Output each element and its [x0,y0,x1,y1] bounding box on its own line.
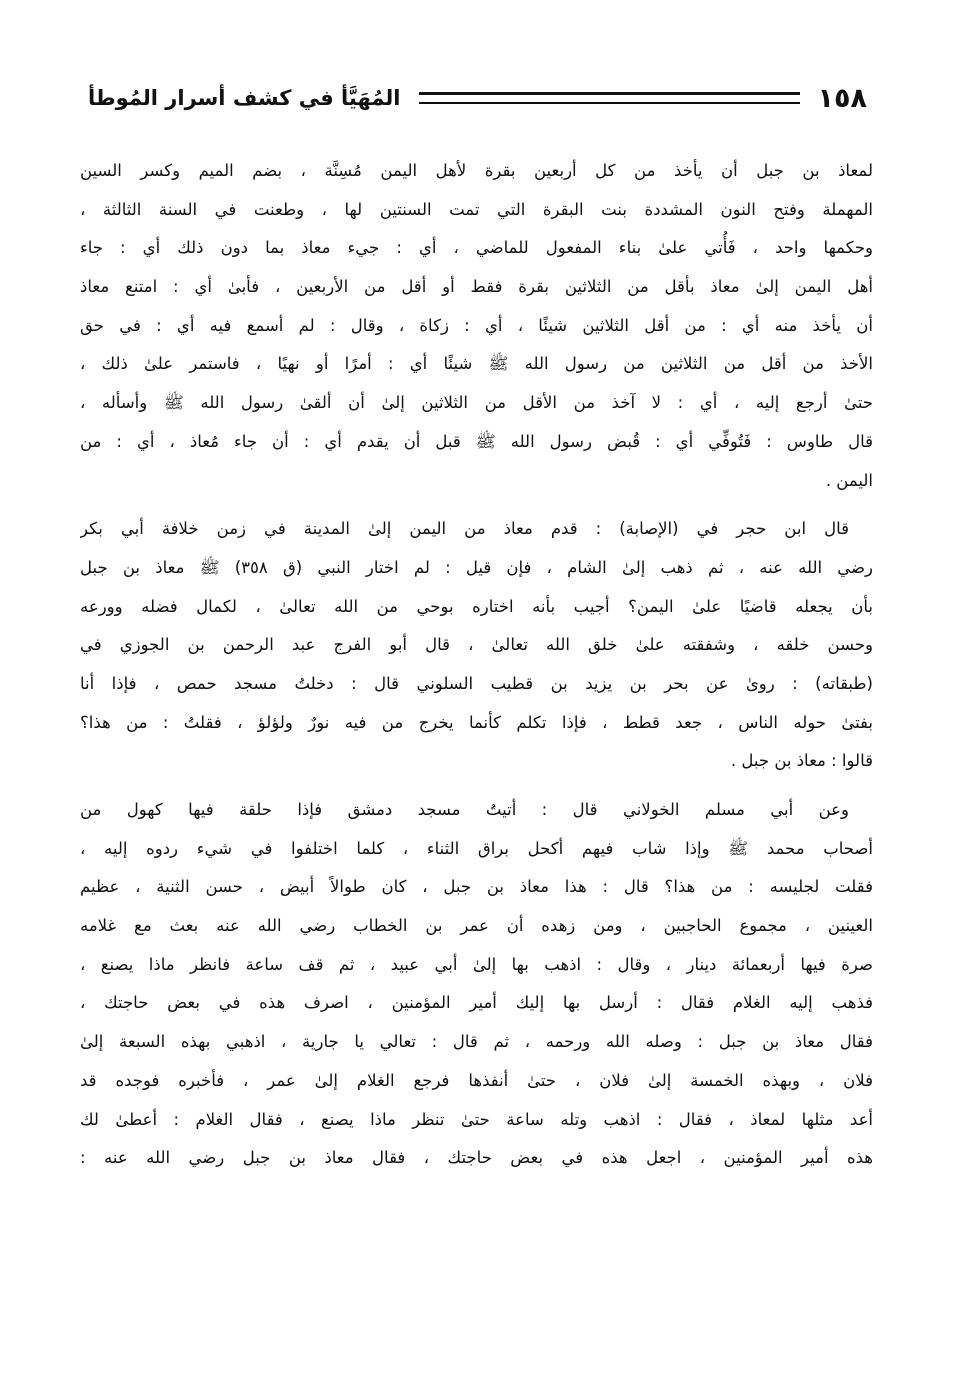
header-rule [419,92,800,104]
text-line: الأخذ من أقل من الثلاثين من رسول الله ﷺ شيئًا أي : أمرًا أو نهيًا ، فاستمر علىٰ ذلك ، [80,354,873,374]
running-header [88,78,867,118]
text-line: فذهب إليه الغلام فقال : أرسل بها إليك أمير المؤمنين ، اصرف هذه في بعض حاجتك ، [80,993,873,1013]
text-line: أصحاب محمد ﷺ وإذا شاب فيهم أكحل براق الثناء ، كلما اختلفوا في شيء ردوه إليه ، [80,838,873,858]
text-line: العينين ، مجموع الحاجبين ، ومن زهده أن عمر بن الخطاب رضي الله عنه بعث مع غلامه [80,916,873,936]
paragraph-3 [80,791,873,1178]
text-line: اليمن . [825,470,873,490]
text-line: قال ابن حجر في (الإصابة) : قدم معاذ من اليمن إلىٰ المدينة في زمن خلافة أبي بكر [80,519,849,539]
text-line: المهملة وفتح النون المشددة بنت البقرة التي تمت السنتين لها ، وطعنت في السنة الثالثة ، [80,199,873,219]
text-line: قالوا : معاذ بن جبل . [730,751,873,771]
book-title: المُهَيَّأ في كشف أسرار المُوطأ [88,86,401,110]
text-line: وعن أبي مسلم الخولاني قال : أتيتُ مسجد دمشق فإذا حلقة فيها كهول من [80,800,849,819]
text-line: فقلت لجليسه : من هذا؟ قال : هذا معاذ بن جبل ، كان طوالاً أبيض ، حسن الثنية ، عظيم [80,877,873,897]
text-line: رضي الله عنه ، ثم ذهب إلىٰ الشام ، فإن قيل : لم اختار النبي (ق ٣٥٨) ﷺ معاذ بن جبل [80,557,873,577]
text-line: وحسن خلقه ، وشفقته علىٰ خلق الله تعالىٰ ، قال أبو الفرج عبد الرحمن بن الجوزي في [80,635,873,655]
body-text [80,152,873,1188]
text-line: وحكمها واحد ، فَأُتي علىٰ بناء المفعول للماضي ، أي : جيء معاذ بما دون ذلك أي : جاء [80,238,873,258]
text-line: صرة فيها أربعمائة دينار ، وقال : اذهب بها إلىٰ أبي عبيد ، ثم قف ساعة فانظر ماذا يصنع ، [80,954,873,974]
page-number: ١٥٨ [817,82,867,114]
text-line: فقال معاذ بن جبل : وصله الله ورحمه ، ثم قال : تعالي يا جارية ، اذهبي بهذه السبعة إلىٰ [80,1032,873,1052]
text-line: (طبقاته) : روىٰ عن بحر بن يزيد بن قطيب السلوني قال : دخلتُ مسجد حمص ، فإذا أنا [80,673,873,693]
text-line: أن يأخذ منه أي : من أقل الثلاثين شيئًا ، أي : زكاة ، وقال : لم أسمع فيه أي : في حق [80,315,873,335]
text-line: أعد مثلها لمعاذ ، فقال : اذهب وتله ساعة حتىٰ تنظر ماذا يصنع ، فقال الغلام : أعطىٰ لك [80,1109,873,1129]
text-line: حتىٰ أرجع إليه ، أي : لا آخذ من الأقل من الثلاثين إلىٰ أن ألقىٰ رسول الله ﷺ وأسأله ، [80,393,873,413]
paragraph-1 [80,152,873,500]
text-line: هذه أمير المؤمنين ، اجعل هذه في بعض حاجتك ، فقال معاذ بن جبل رضي الله عنه : [80,1148,873,1168]
text-line: أهل اليمن إلىٰ معاذ بأقل من الثلاثين بقرة فقط أو أقل من الأربعين ، فأبىٰ أي : امتنع معاذ [80,277,873,297]
text-line: فلان ، وبهذه الخمسة إلىٰ فلان ، حتىٰ أنفذها فرجع الغلام إلىٰ عمر ، فأخبره فوجده قد [80,1070,873,1090]
text-line: بفتىٰ حوله الناس ، جعد قطط ، فإذا تكلم كأنما يخرج من فيه نورٌ ولؤلؤ ، فقلتُ : من هذا؟ [80,712,873,732]
text-line: قال طاوس : فَتُوفِّي أي : قُبض رسول الله ﷺ قبل أن يقدم أي : أن جاء مُعاذ ، أي : من [80,431,873,451]
text-line: بأن يجعله قاضيًا علىٰ اليمن؟ أجيب بأنه اختاره بوحي من الله تعالىٰ ، لكمال فضله وورعه [80,596,873,616]
paragraph-2 [80,510,873,781]
text-line: لمعاذ بن جبل أن يأخذ من كل أربعين بقرة لأهل اليمن مُسِنَّة ، بضم الميم وكسر السين [80,161,873,180]
